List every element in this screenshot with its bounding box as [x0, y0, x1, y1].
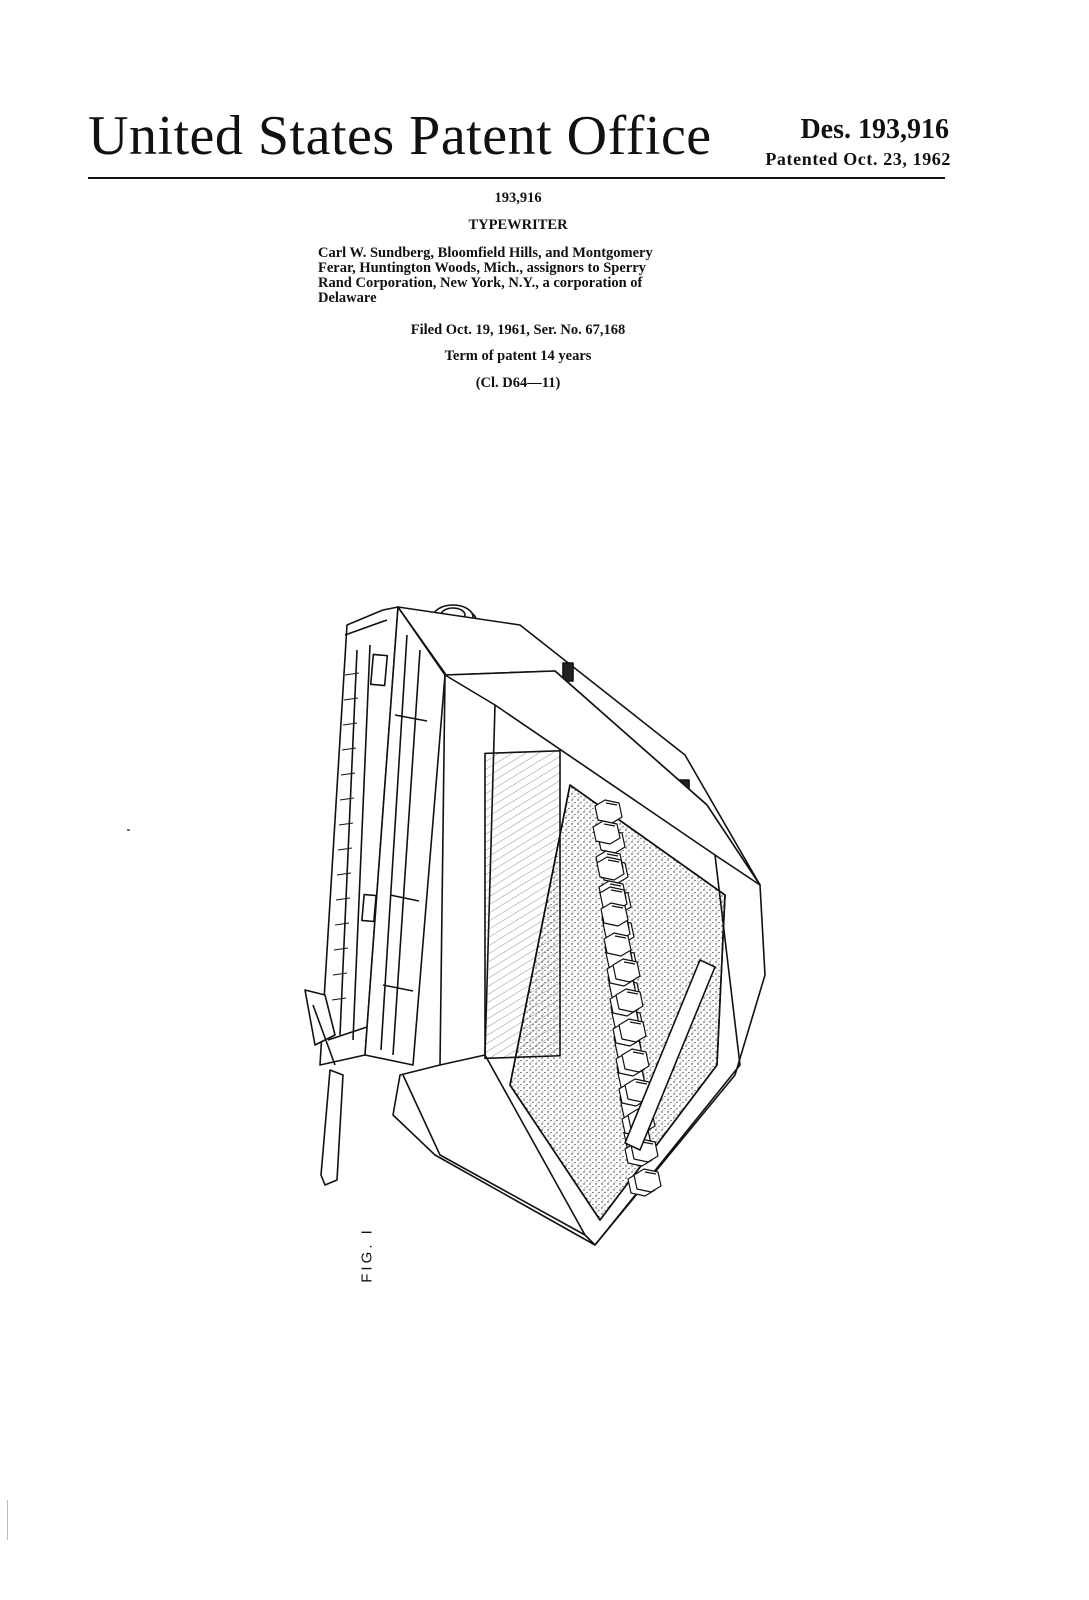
- patented-date: Patented Oct. 23, 1962: [765, 149, 951, 169]
- scan-speck: [127, 829, 130, 831]
- filing-info: Filed Oct. 19, 1961, Ser. No. 67,168: [410, 322, 626, 338]
- patent-number: 193,916: [494, 190, 542, 206]
- inventors-line: Ferar, Huntington Woods, Mich., assignors to Sperry: [318, 260, 646, 276]
- header-divider: [88, 177, 945, 179]
- typewriter-drawing: [295, 595, 775, 1260]
- scan-edge-mark: [7, 1500, 8, 1540]
- patent-title: TYPEWRITER: [468, 217, 568, 233]
- figure-label-text: FIG. I: [358, 1227, 376, 1283]
- classification: (Cl. D64—11): [475, 375, 561, 391]
- patent-term: Term of patent 14 years: [444, 348, 592, 364]
- inventors-line: Rand Corporation, New York, N.Y., a corporation of: [318, 275, 643, 291]
- inventors-line: Delaware: [318, 290, 377, 306]
- typewriter-illustration: [295, 595, 775, 1255]
- office-title: United States Patent Office: [88, 105, 712, 167]
- figure-label: [347, 1225, 387, 1285]
- inventors-line: Carl W. Sundberg, Bloomfield Hills, and Montgomery: [318, 245, 653, 261]
- inventors-paragraph: [318, 246, 738, 306]
- design-number: Des. 193,916: [800, 114, 949, 145]
